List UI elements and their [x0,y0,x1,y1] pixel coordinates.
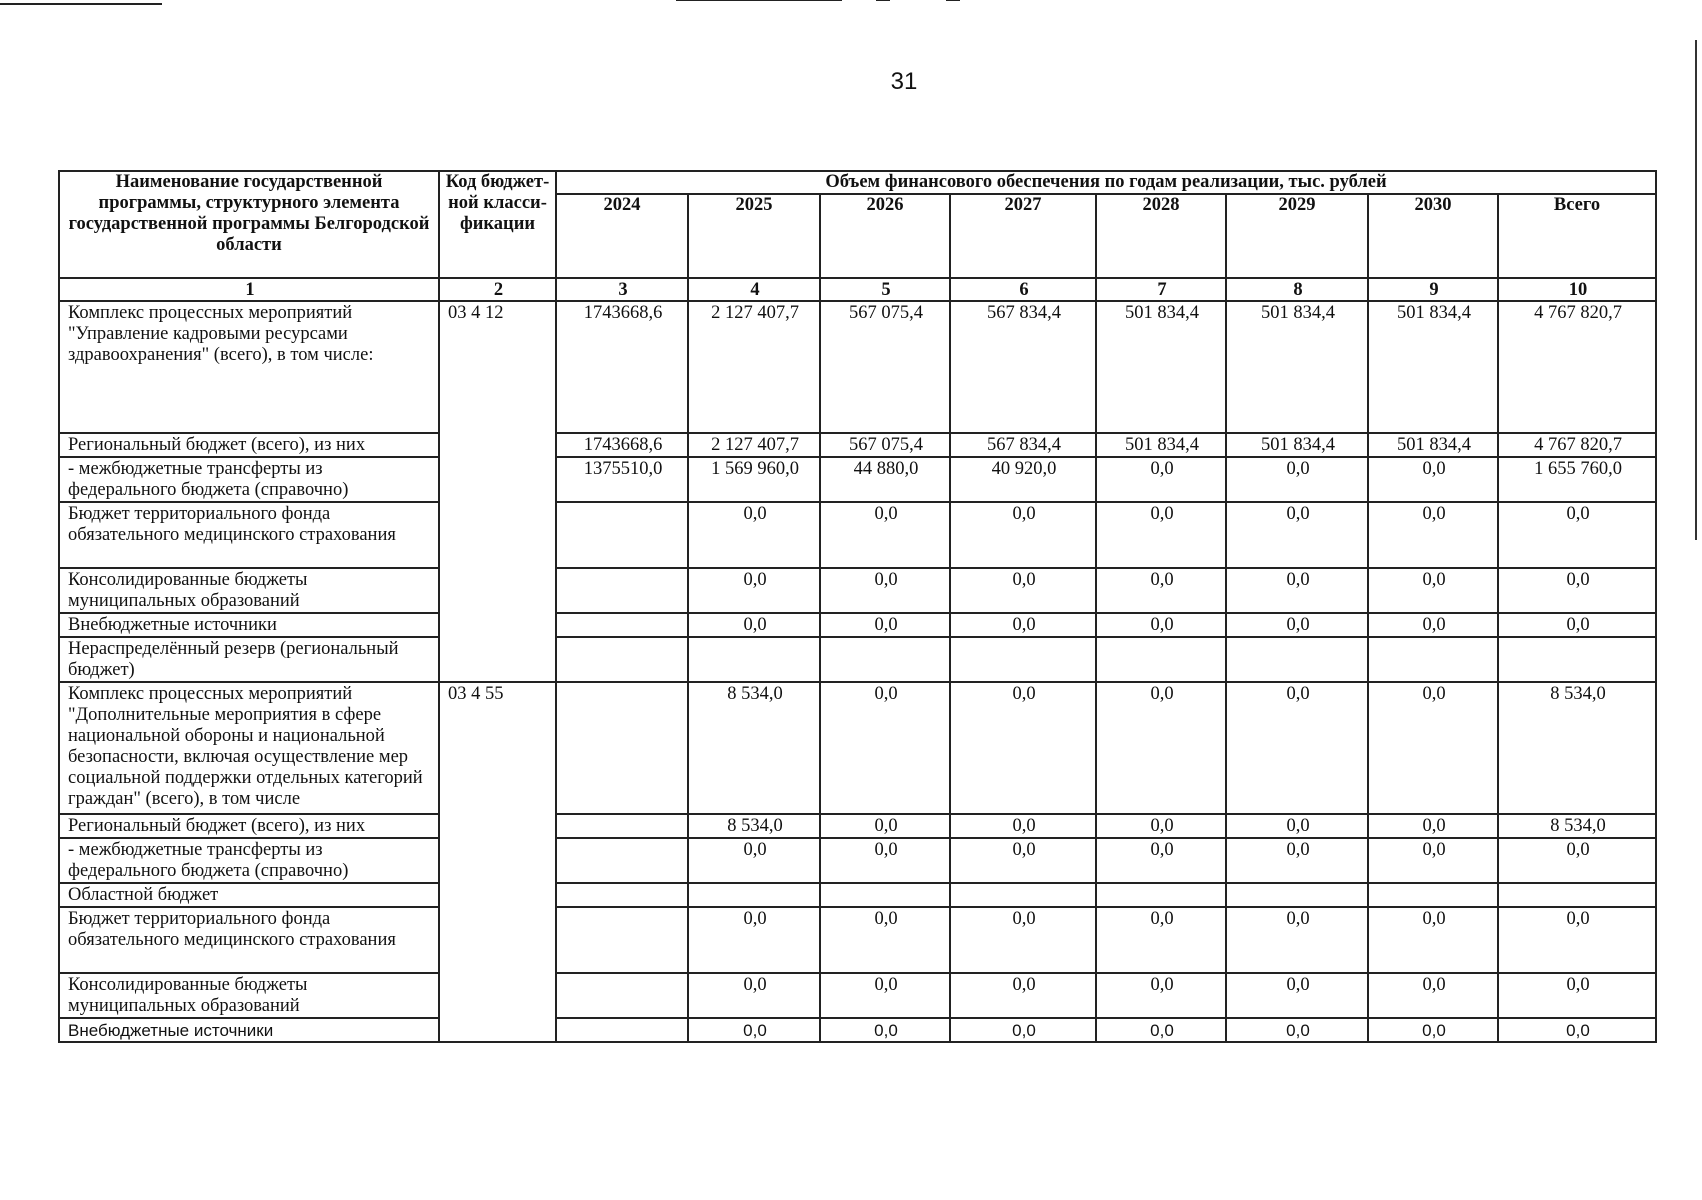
budget-code: 03 4 12 [439,301,556,682]
row-name: Внебюджетные источники [59,613,439,637]
value-cell: 0,0 [1498,838,1656,883]
header-year: Всего [1498,194,1656,278]
value-cell: 1743668,6 [556,301,688,433]
value-cell: 0,0 [1368,838,1498,883]
value-cell: 4 767 820,7 [1498,301,1656,433]
value-cell: 0,0 [820,1018,950,1042]
value-cell: 0,0 [1096,814,1226,838]
value-cell: 0,0 [1498,907,1656,973]
value-cell: 501 834,4 [1226,301,1368,433]
row-name: - межбюджетные трансферты из федерального бюджета (справочно) [59,838,439,883]
page-number: 31 [890,68,918,95]
header-year: 2024 [556,194,688,278]
value-cell: 0,0 [1368,502,1498,568]
table-row [59,301,1656,433]
value-cell: 0,0 [1368,814,1498,838]
value-cell: 0,0 [820,907,950,973]
header-year: 2028 [1096,194,1226,278]
column-number: 3 [556,278,688,301]
header-name: Наименование государственной программы, структурного элемента государственной программы Белгородской области [59,171,439,278]
value-cell: 0,0 [1096,613,1226,637]
header-code: Код бюджет-ной класси-фикации [439,171,556,278]
value-cell: 0,0 [1226,814,1368,838]
value-cell: 0,0 [1096,682,1226,814]
table-row [59,883,1656,907]
table-row [59,637,1656,682]
value-cell [950,883,1096,907]
value-cell [1096,637,1226,682]
column-number: 7 [1096,278,1226,301]
value-cell: 0,0 [688,1018,820,1042]
value-cell [1368,883,1498,907]
value-cell: 0,0 [950,682,1096,814]
value-cell: 0,0 [1226,682,1368,814]
value-cell [1498,883,1656,907]
value-cell: 567 075,4 [820,301,950,433]
value-cell: 0,0 [820,838,950,883]
column-number: 10 [1498,278,1656,301]
value-cell: 0,0 [688,838,820,883]
column-number: 8 [1226,278,1368,301]
value-cell: 0,0 [950,1018,1096,1042]
value-cell [820,637,950,682]
value-cell: 0,0 [950,973,1096,1018]
value-cell [950,637,1096,682]
scan-artifact-edge [1695,40,1697,540]
value-cell: 0,0 [1226,907,1368,973]
value-cell: 567 834,4 [950,301,1096,433]
value-cell [556,973,688,1018]
value-cell: 40 920,0 [950,457,1096,502]
value-cell: 0,0 [1226,613,1368,637]
value-cell: 0,0 [1096,838,1226,883]
value-cell [688,883,820,907]
header-volume: Объем финансового обеспечения по годам реализации, тыс. рублей [556,171,1656,194]
value-cell [1226,883,1368,907]
value-cell: 0,0 [1368,568,1498,613]
value-cell [556,637,688,682]
table-row [59,1018,1656,1042]
value-cell: 0,0 [688,613,820,637]
header-year: 2026 [820,194,950,278]
value-cell: 0,0 [950,814,1096,838]
value-cell: 8 534,0 [1498,814,1656,838]
value-cell [556,883,688,907]
row-name: Комплекс процессных мероприятий "Управление кадровыми ресурсами здравоохранения" (всего), в том числе: [59,301,439,433]
value-cell: 0,0 [1498,568,1656,613]
value-cell: 0,0 [1368,973,1498,1018]
value-cell: 0,0 [820,814,950,838]
column-number: 1 [59,278,439,301]
header-year: 2029 [1226,194,1368,278]
value-cell [556,1018,688,1042]
header-year: 2025 [688,194,820,278]
value-cell: 0,0 [688,907,820,973]
value-cell [688,637,820,682]
table-row [59,907,1656,973]
table-row [59,502,1656,568]
scan-artifact-line [946,0,960,1]
value-cell: 0,0 [1096,1018,1226,1042]
value-cell: 0,0 [1226,973,1368,1018]
row-name: Бюджет территориального фонда обязательного медицинского страхования [59,502,439,568]
value-cell [556,682,688,814]
row-name: Консолидированные бюджеты муниципальных образований [59,973,439,1018]
budget-code: 03 4 55 [439,682,556,1042]
value-cell: 567 075,4 [820,433,950,457]
value-cell: 0,0 [1096,907,1226,973]
value-cell [1498,637,1656,682]
row-name: Региональный бюджет (всего), из них [59,814,439,838]
value-cell [1096,883,1226,907]
value-cell: 501 834,4 [1226,433,1368,457]
row-name: Внебюджетные источники [59,1018,439,1042]
value-cell [556,907,688,973]
value-cell: 8 534,0 [688,682,820,814]
value-cell: 1 569 960,0 [688,457,820,502]
row-name: Региональный бюджет (всего), из них [59,433,439,457]
table-row [59,838,1656,883]
value-cell [556,613,688,637]
value-cell: 0,0 [1226,1018,1368,1042]
column-number: 4 [688,278,820,301]
row-name: Бюджет территориального фонда обязательного медицинского страхования [59,907,439,973]
value-cell: 0,0 [1226,568,1368,613]
value-cell: 4 767 820,7 [1498,433,1656,457]
value-cell [820,883,950,907]
value-cell: 0,0 [820,973,950,1018]
value-cell: 0,0 [1226,838,1368,883]
value-cell [1368,637,1498,682]
value-cell: 0,0 [1226,457,1368,502]
value-cell: 0,0 [820,682,950,814]
value-cell: 1375510,0 [556,457,688,502]
value-cell: 0,0 [688,568,820,613]
value-cell [1226,637,1368,682]
value-cell: 501 834,4 [1368,301,1498,433]
row-name: Областной бюджет [59,883,439,907]
financing-table [58,170,1657,1043]
value-cell: 501 834,4 [1096,301,1226,433]
column-number: 6 [950,278,1096,301]
table-row [59,973,1656,1018]
value-cell: 0,0 [1368,907,1498,973]
table-row [59,457,1656,502]
value-cell: 0,0 [1498,613,1656,637]
table-row [59,814,1656,838]
value-cell: 0,0 [1096,973,1226,1018]
value-cell: 0,0 [1368,457,1498,502]
value-cell: 0,0 [1226,502,1368,568]
value-cell: 0,0 [688,973,820,1018]
row-name: - межбюджетные трансферты из федерального бюджета (справочно) [59,457,439,502]
value-cell: 0,0 [820,502,950,568]
row-name: Комплекс процессных мероприятий "Дополнительные мероприятия в сфере национальной обороны и национальной безопасности, включая осуществление мер социальной поддержки отдельных категорий граждан" (всего), в том числе [59,682,439,814]
row-name: Нераспределённый резерв (региональный бюджет) [59,637,439,682]
table-row [59,613,1656,637]
value-cell: 8 534,0 [688,814,820,838]
value-cell: 0,0 [1096,568,1226,613]
value-cell: 0,0 [1498,1018,1656,1042]
table-row [59,568,1656,613]
scan-artifact-line [0,3,162,5]
value-cell: 0,0 [1368,613,1498,637]
value-cell: 0,0 [820,613,950,637]
value-cell: 0,0 [1498,502,1656,568]
value-cell: 0,0 [820,568,950,613]
value-cell [556,502,688,568]
column-number: 2 [439,278,556,301]
value-cell [556,838,688,883]
value-cell: 0,0 [950,838,1096,883]
value-cell: 8 534,0 [1498,682,1656,814]
value-cell: 0,0 [950,907,1096,973]
value-cell: 501 834,4 [1368,433,1498,457]
value-cell: 0,0 [1368,1018,1498,1042]
value-cell: 0,0 [950,613,1096,637]
value-cell: 1 655 760,0 [1498,457,1656,502]
header-year: 2027 [950,194,1096,278]
value-cell: 2 127 407,7 [688,301,820,433]
value-cell: 1743668,6 [556,433,688,457]
value-cell: 0,0 [1096,502,1226,568]
value-cell: 567 834,4 [950,433,1096,457]
table-row [59,682,1656,814]
value-cell: 44 880,0 [820,457,950,502]
value-cell: 0,0 [1368,682,1498,814]
column-number: 9 [1368,278,1498,301]
header-year: 2030 [1368,194,1498,278]
row-name: Консолидированные бюджеты муниципальных образований [59,568,439,613]
value-cell: 501 834,4 [1096,433,1226,457]
value-cell: 2 127 407,7 [688,433,820,457]
value-cell [556,568,688,613]
value-cell: 0,0 [1498,973,1656,1018]
column-number: 5 [820,278,950,301]
value-cell: 0,0 [950,568,1096,613]
value-cell: 0,0 [688,502,820,568]
scan-artifact-line [876,0,890,1]
scan-artifact-line [676,0,842,1]
value-cell [556,814,688,838]
value-cell: 0,0 [950,502,1096,568]
value-cell: 0,0 [1096,457,1226,502]
table-row [59,433,1656,457]
